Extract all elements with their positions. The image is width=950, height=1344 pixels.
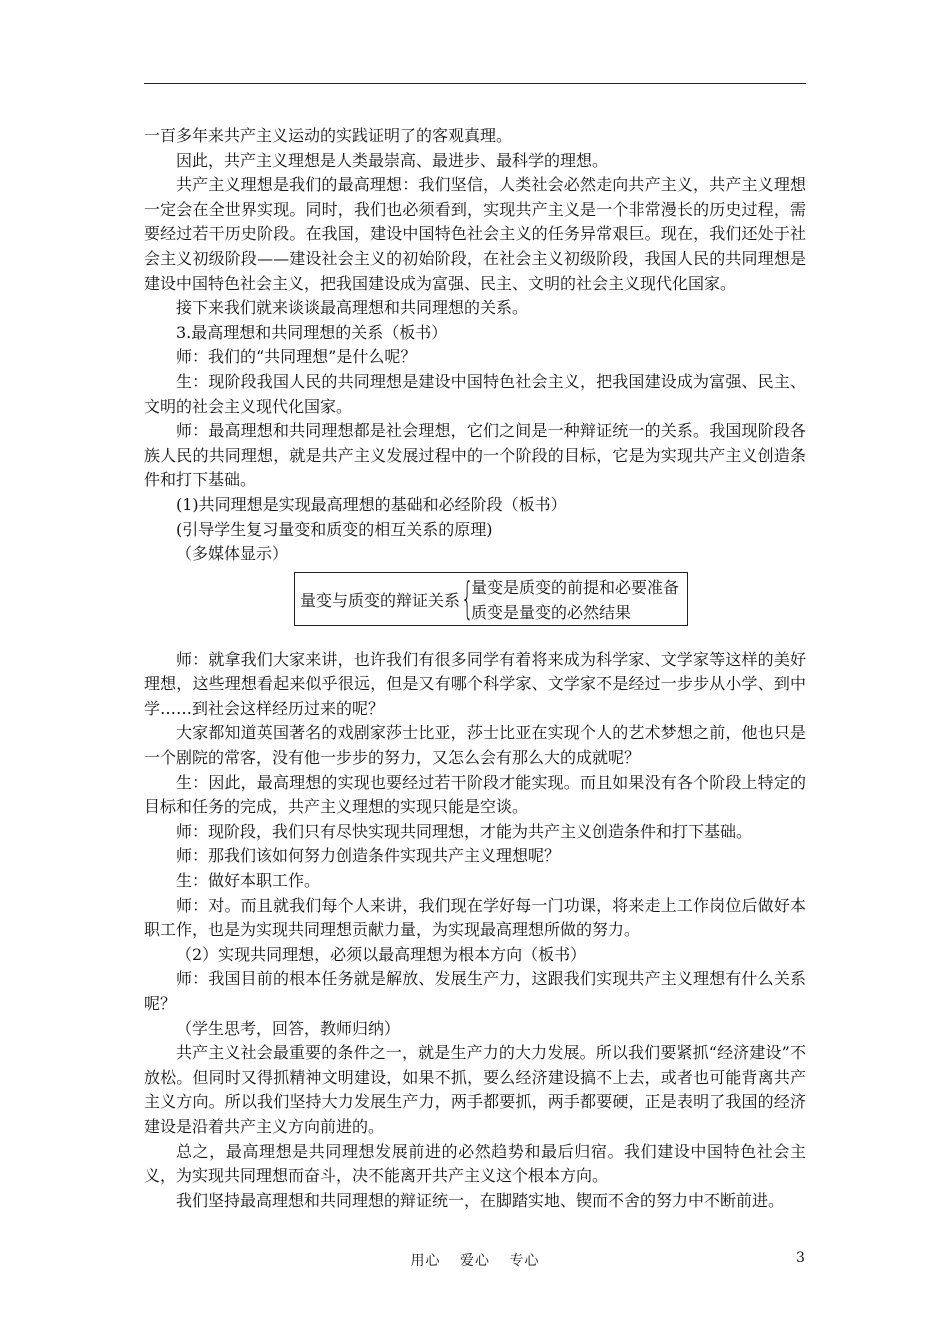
- paragraph: 生：做好本职工作。: [176, 871, 321, 891]
- paragraph: 师：我们的“共同理想”是什么呢？: [176, 347, 417, 367]
- curly-brace-icon: {: [461, 572, 474, 624]
- paragraph: （2）实现共同理想，必须以最高理想为根本方向（板书）: [176, 944, 587, 964]
- box-left-label: 量变与质变的辩证关系: [300, 590, 461, 610]
- paragraph: 师：现阶段，我们只有尽快实现共同理想，才能为共产主义创造条件和打下基础。: [176, 821, 753, 841]
- paragraph: 接下来我们就来谈谈最高理想和共同理想的关系。: [176, 298, 529, 318]
- paragraph: 共产主义社会最重要的条件之一，就是生产力的大力发展。所以我们要紧抓“经济建设”不放松。但同时又得抓精神文明建设，如果不抓，要么经济建设搞不上去，或者也可能背离共产主义方向。所以我们坚持大力发展生产力，两手都要抓，两手都要硬，正是表明了我国的经济建设是沿着共产主义方向前进的。: [144, 1043, 806, 1136]
- paragraph: 一百多年来共产主义运动的实践证明了的客观真理。: [144, 126, 513, 145]
- paragraph: 总之，最高理想是共同理想发展前进的必然趋势和最后归宿。我们建设中国特色社会主义，为实现共同理想而奋斗，决不能离开共产主义这个根本方向。: [144, 1141, 806, 1186]
- paragraph-group-a: [144, 124, 806, 567]
- paragraph: 因此，共产主义理想是人类最崇高、最进步、最科学的理想。: [176, 150, 609, 170]
- document-body: [144, 124, 806, 1213]
- dialectic-figure: [144, 572, 806, 638]
- paragraph: （多媒体显示）: [176, 544, 289, 564]
- paragraph: (引导学生复习量变和质变的相互关系的原理): [176, 519, 493, 539]
- paragraph: 生：现阶段我国人民的共同理想是建设中国特色社会主义，把我国建设成为富强、民主、文明的社会主义现代化国家。: [144, 371, 806, 416]
- page-number: 3: [796, 1250, 805, 1266]
- paragraph: （学生思考，回答，教师归纳）: [176, 1018, 401, 1038]
- footer-motto: 用心 爱心 专心: [410, 1253, 540, 1269]
- paragraph: 3.最高理想和共同理想的关系（板书）: [176, 322, 448, 342]
- paragraph: 大家都知道英国著名的戏剧家莎士比亚，莎士比亚在实现个人的艺术梦想之前，他也只是一个剧院的常客，没有他一步步的努力，又怎么会有那么大的成就呢？: [144, 723, 806, 768]
- dialectic-relation-box: [294, 572, 688, 626]
- header-rule: [144, 83, 806, 84]
- box-item-1: 量变是质变的前提和必要准备: [471, 577, 680, 597]
- paragraph: 共产主义理想是我们的最高理想：我们坚信，人类社会必然走向共产主义，共产主义理想一定会在全世界实现。同时，我们也必须看到，实现共产主义是一个非常漫长的历史过程，需要经过若干历史阶段。在我国，建设中国特色社会主义的任务异常艰巨。现在，我们还处于社会主义初级阶段——建设社会主义的初始阶段，在社会主义初级阶段，我国人民的共同理想是建设中国特色社会主义，把我国建设成为富强、民主、文明的社会主义现代化国家。: [144, 175, 806, 293]
- paragraph: 师：就拿我们大家来讲，也许我们有很多同学有着将来成为科学家、文学家等这样的美好理想，这些理想看起来似乎很远，但是又有哪个科学家、文学家不是经过一步步从小学、到中学……到社会这样经历过来的呢？: [144, 649, 806, 718]
- paragraph: 师：对。而且就我们每个人来讲，我们现在学好每一门功课，将来走上工作岗位后做好本职工作，也是为实现共同理想贡献力量，为实现最高理想所做的努力。: [144, 895, 806, 940]
- paragraph-group-b: [144, 648, 806, 1214]
- paragraph: (1)共同理想是实现最高理想的基础和必经阶段（板书）: [176, 494, 567, 514]
- paragraph: 生：因此，最高理想的实现也要经过若干阶段才能实现。而且如果没有各个阶段上特定的目标和任务的完成，共产主义理想的实现只能是空谈。: [144, 772, 806, 817]
- paragraph: 师：那我们该如何努力创造条件实现共产主义理想呢？: [176, 846, 561, 866]
- paragraph: 我们坚持最高理想和共同理想的辩证统一，在脚踏实地、锲而不舍的努力中不断前进。: [176, 1190, 785, 1210]
- paragraph: 师：我国目前的根本任务就是解放、发展生产力，这跟我们实现共产主义理想有什么关系呢？: [144, 969, 806, 1013]
- paragraph: 师：最高理想和共同理想都是社会理想，它们之间是一种辩证统一的关系。我国现阶段各族人民的共同理想，就是共产主义发展过程中的一个阶段的目标，它是为实现共产主义创造条件和打下基础。: [144, 421, 806, 490]
- box-item-2: 质变是量变的必然结果: [471, 602, 632, 622]
